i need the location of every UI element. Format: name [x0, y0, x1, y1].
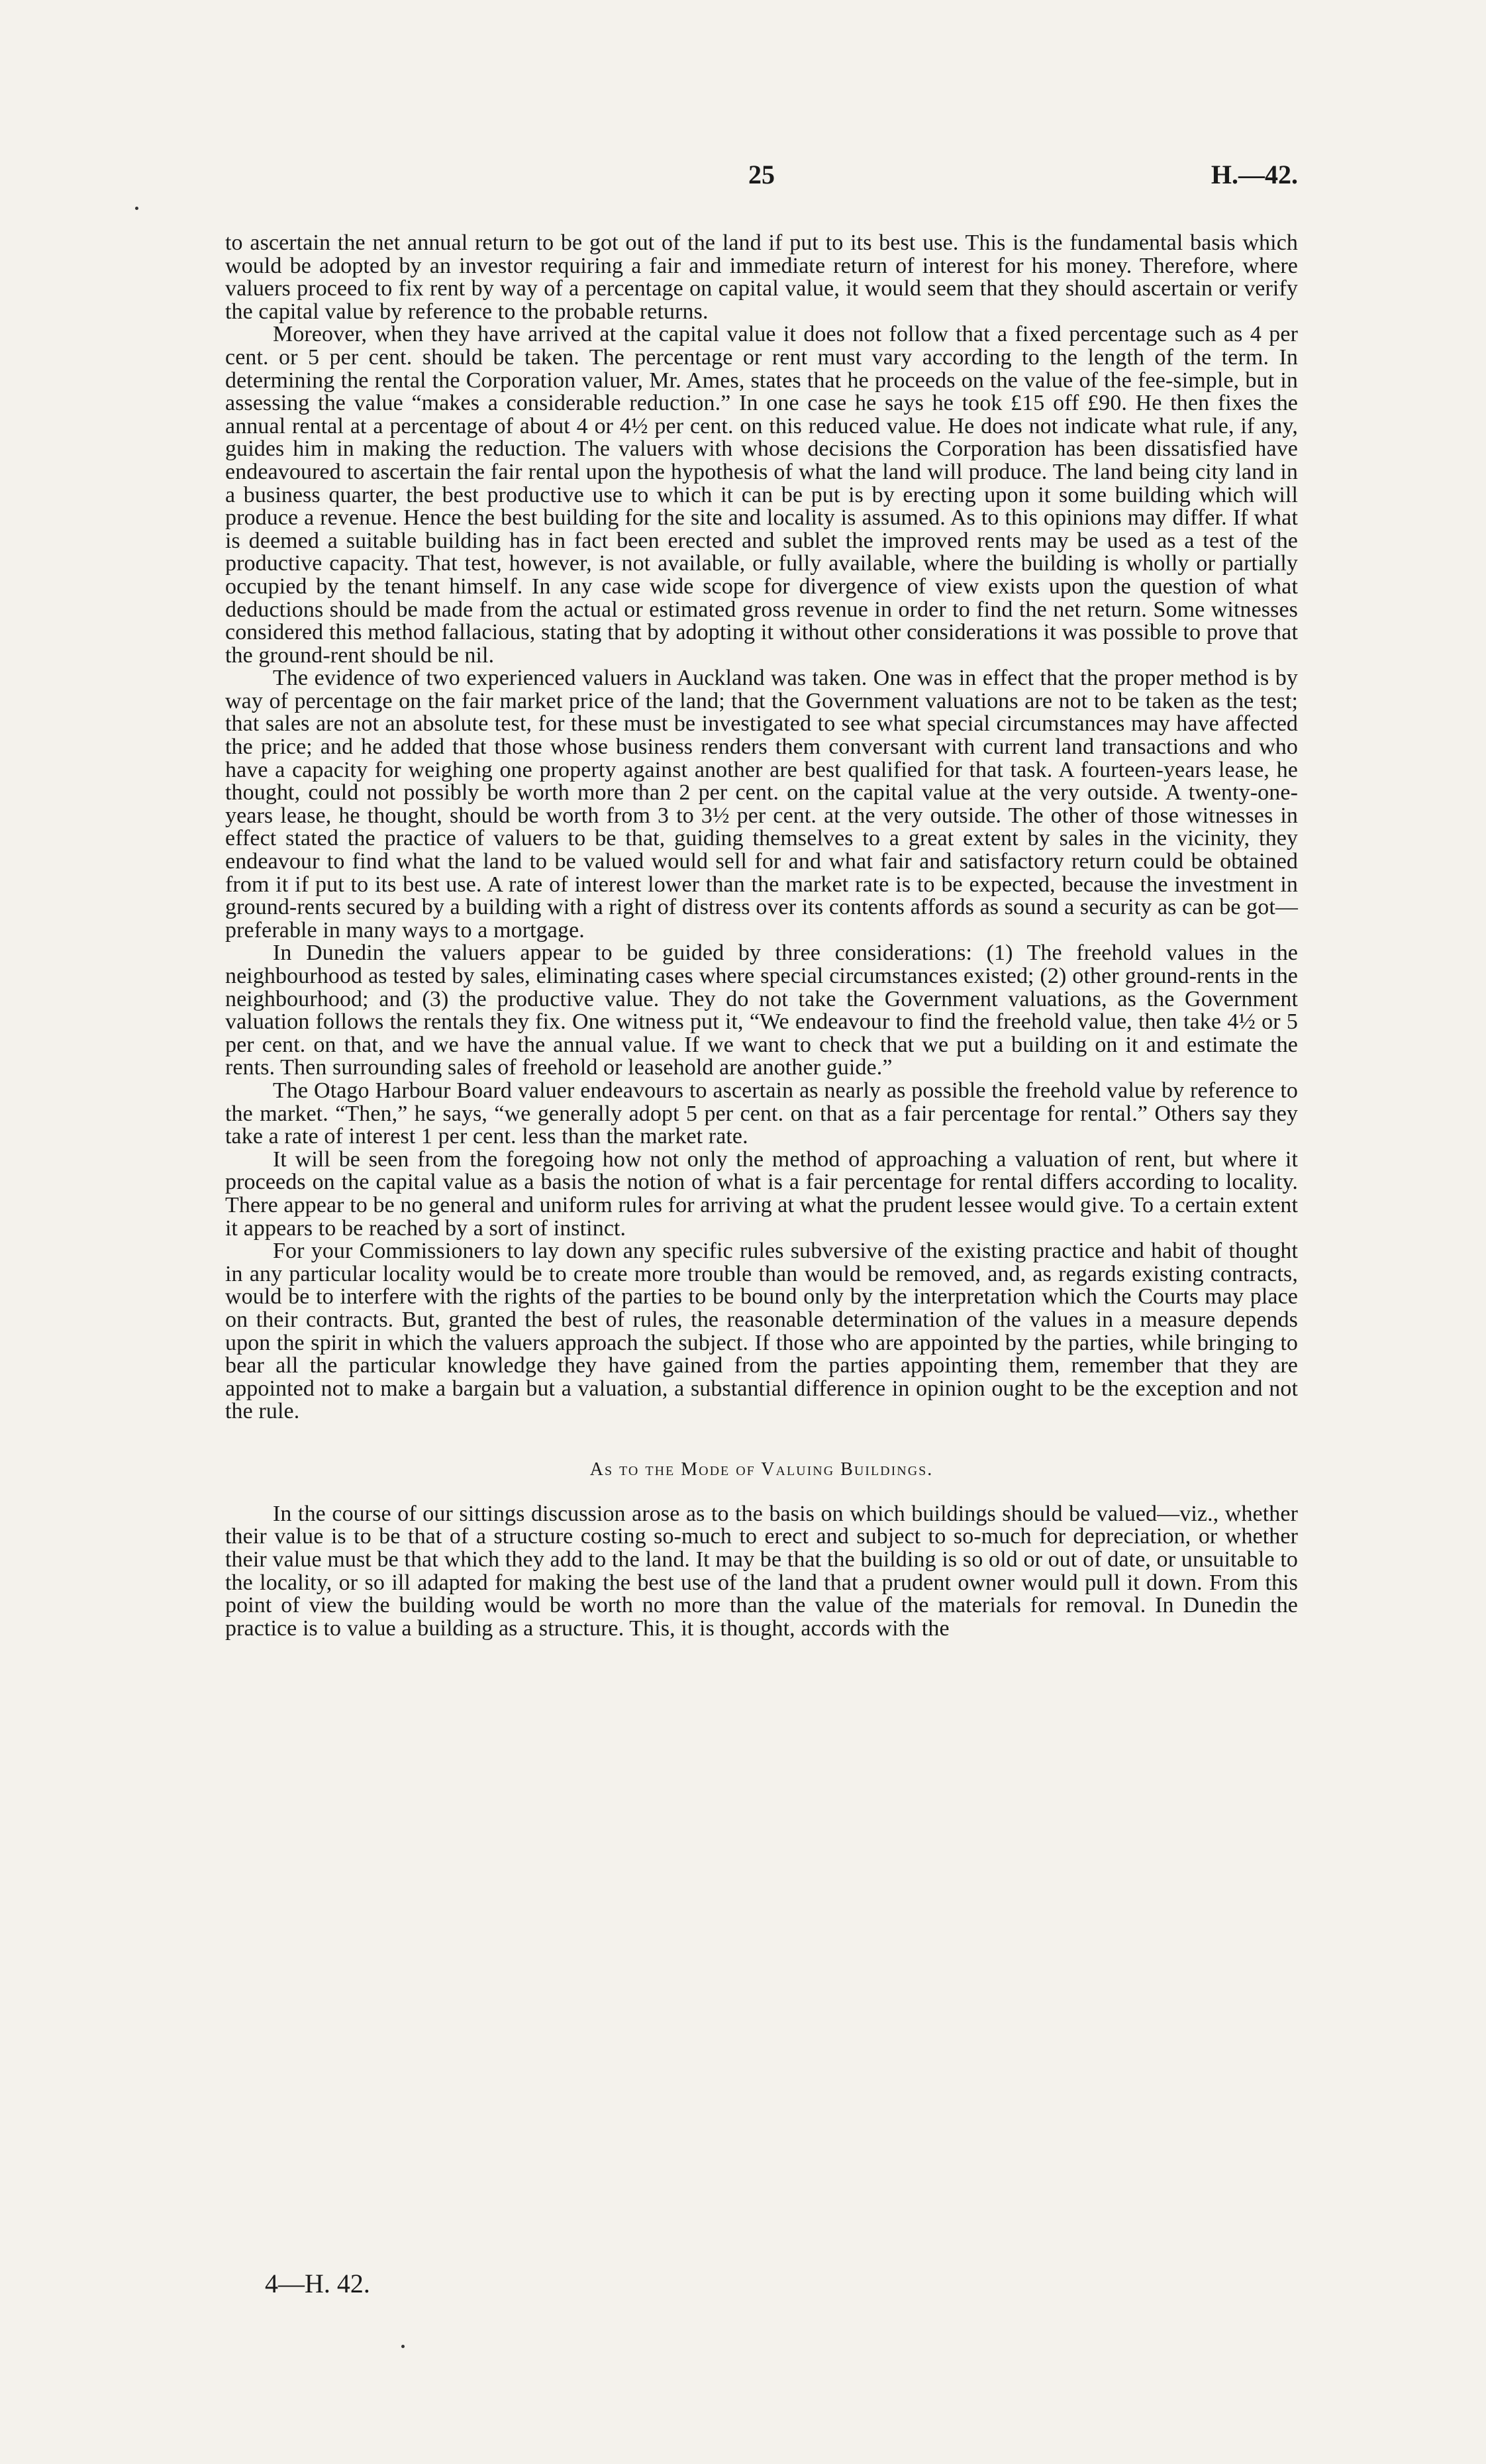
paragraph: to ascertain the net annual return to be got out of the land if put to its best use. This is the fundamental basis which would be adopted by an investor requiring a fair and immediate return of interest for his money. Therefore, where valuers proceed to fix rent by way of a percentage on capital value, it would seem that they should ascertain or verify the capital value by reference to the probable returns. — [225, 231, 1298, 324]
document-reference: H.—42. — [1211, 160, 1298, 189]
body-text — [225, 232, 1298, 1640]
paragraph: The Otago Harbour Board valuer endeavours to ascertain as nearly as possible the freehold value by reference to the market. “Then,” he says, “we generally adopt 5 per cent. on that as a fair percentage for rental.” Others say they take a rate of interest 1 per cent. less than the market rate. — [225, 1078, 1298, 1149]
page-header — [225, 159, 1298, 199]
paragraph: In Dunedin the valuers appear to be guided by three considerations: (1) The freehold values in the neighbourhood as tested by sales, eliminating cases where special circumstances existed; (2) other ground-rents in the neighbourhood; and (3) the productive value. They do not take the Government valuations, as the Government valuation follows the rentals they fix. One witness put it, “We endeavour to find the freehold value, then take 4½ or 5 per cent. on that, and we have the annual value. If we want to check that we put a building on it and estimate the rents. Then surrounding sales of freehold or leasehold are another guide.” — [225, 941, 1298, 1080]
paragraph: It will be seen from the foregoing how not only the method of approaching a valuation of rent, but where it proceeds on the capital value as a basis the notion of what is a fair percentage for rental differs according to locality. There appear to be no general and uniform rules for arriving at what the prudent lessee would give. To a certain extent it appears to be reached by a sort of instinct. — [225, 1147, 1298, 1241]
paragraph: Moreover, when they have arrived at the capital value it does not follow that a fixed percentage such as 4 per cent. or 5 per cent. should be taken. The percentage or rent must vary according to the length of the term. In determining the rental the Corporation valuer, Mr. Ames, states that he proceeds on the value of the fee-simple, but in assessing the value “makes a considerable reduction.” In one case he says he took £15 off £90. He then fixes the annual rental at a percentage of about 4 or 4½ per cent. on this reduced value. He does not indicate what rule, if any, guides him in making the reduction. The valuers with whose decisions the Corporation has been dissatisfied have endeavoured to ascertain the fair rental upon the hypothesis of what the land will produce. The land being city land in a business quarter, the best productive use to which it can be put is by erecting upon it some building which will produce a revenue. Hence the best building for the site and locality is assumed. As to this opinions may differ. If what is deemed a suitable building has in fact been erected and sublet the improved rents may be used as a test of the productive capacity. That test, however, is not available, or fully available, where the building is wholly or partially occupied by the tenant himself. In any case wide scope for divergence of view exists upon the question of what deductions should be made from the actual or estimated gross revenue in order to find the net return. Some witnesses considered this method fallacious, stating that by adopting it without other considerations it was possible to prove that the ground-rent should be nil. — [225, 322, 1298, 668]
scan-speck — [135, 207, 138, 210]
signature-reference: 4—H. 42. — [265, 2269, 370, 2298]
section-heading: As to the Mode of Valuing Buildings. — [589, 1459, 934, 1480]
paragraph: In the course of our sittings discussion arose as to the basis on which buildings should be valued—viz., whether their value is to be that of a structure costing so-much to erect and subject to so-much for depreciation, or whether their value must be that which they add to the land. It may be that the building is so old or out of date, or unsuitable to the locality, or so ill adapted for making the best use of the land that a prudent owner would pull it down. From this point of view the building would be worth no more than the value of the materials for removal. In Dunedin the practice is to value a building as a structure. This, it is thought, accords with the — [225, 1501, 1298, 1641]
paragraph: For your Commissioners to lay down any specific rules subversive of the existing practice and habit of thought in any particular locality would be to create more trouble than would be removed, and, as regards existing contracts, would be to interfere with the rights of the parties to be bound only by the interpretation which the Courts may place on their contracts. But, granted the best of rules, the reasonable determination of the values in a measure depends upon the spirit in which the valuers approach the subject. If those who are appointed by the parties, while bringing to bear all the particular knowledge they have gained from the parties appointing them, remember that they are appointed not to make a bargain but a valuation, a substantial difference in opinion ought to be the exception and not the rule. — [225, 1239, 1298, 1424]
page-number: 25 — [748, 160, 775, 189]
paragraph: The evidence of two experienced valuers in Auckland was taken. One was in effect that the proper method is by way of percentage on the fair market price of the land; that the Government valuations are not to be taken as the test; that sales are not an absolute test, for these must be investigated to see what special circumstances may have affected the price; and he added that those whose business renders them conversant with current land transactions and who have a capacity for weighing one property against another are best qualified for that task. A fourteen-years lease, he thought, could not possibly be worth more than 2 per cent. on the capital value at the very outside. A twenty-one-years lease, he thought, should be worth from 3 to 3½ per cent. at the very outside. The other of those witnesses in effect stated the practice of valuers to be that, guiding themselves to a great extent by sales in the vicinity, they endeavour to find what the land to be valued would sell for and what fair and satisfactory return could be obtained from it if put to its best use. A rate of interest lower than the market rate is to be expected, because the investment in ground-rents secured by a building with a right of distress over its contents affords as sound a security as can be got—preferable in many ways to a mortgage. — [225, 666, 1298, 943]
scan-speck — [401, 2345, 405, 2348]
